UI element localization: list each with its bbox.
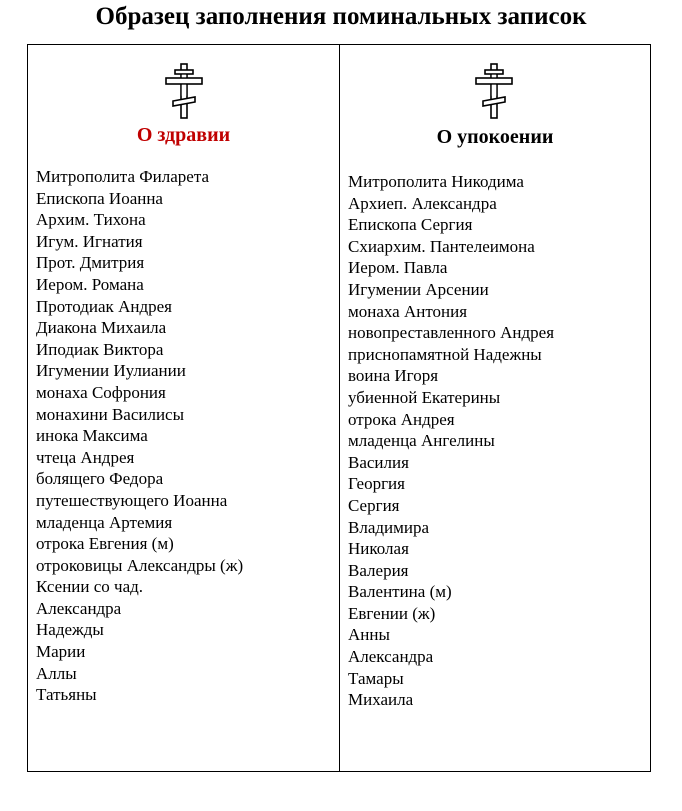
name-entry: Владимира [348, 517, 430, 537]
name-entry: Сергия [348, 495, 400, 515]
name-entry: Игумении Иулиании [36, 361, 186, 381]
name-entry: Георгия [348, 474, 405, 494]
column-divider [339, 45, 340, 771]
name-entry: инока Максима [36, 426, 148, 446]
name-entry: Александра [36, 598, 122, 618]
name-entry: Михаила [348, 690, 414, 710]
name-entry: монаха Антония [348, 301, 468, 321]
name-entry: Валерия [348, 560, 409, 580]
name-entry: Евгении (ж) [348, 603, 436, 623]
name-entry: Епископа Иоанна [36, 188, 163, 208]
name-entry: чтеца Андрея [36, 447, 135, 467]
name-entry: Митрополита Филарета [36, 167, 210, 186]
name-entry: Татьяны [36, 685, 97, 705]
name-entry: убиенной Екатерины [348, 387, 501, 407]
name-entry: Иером. Павла [348, 258, 448, 278]
name-entry: Валентина (м) [348, 582, 452, 602]
name-entry: Архим. Тихона [36, 210, 146, 230]
orthodox-cross-icon [164, 63, 204, 119]
name-entry: младенца Артемия [36, 512, 173, 532]
page-title: Образец заполнения поминальных записок [95, 3, 587, 30]
name-entry: Прот. Дмитрия [36, 253, 145, 273]
name-entry: Протодиак Андрея [36, 296, 172, 316]
name-entry: отрока Евгения (м) [36, 534, 174, 554]
name-entry: Александра [348, 647, 434, 667]
name-entry: Игум. Игнатия [36, 231, 143, 251]
name-entry: Иером. Романа [36, 274, 144, 294]
name-entry: Епископа Сергия [348, 215, 473, 235]
name-entry: Анны [348, 625, 390, 645]
name-entry: Аллы [36, 663, 77, 683]
name-entry: воина Игоря [348, 366, 439, 386]
name-entry: Митрополита Никодима [348, 172, 524, 191]
name-entry: путешествующего Иоанна [36, 490, 228, 510]
repose-column-heading: О упокоении [436, 126, 554, 148]
name-entry: монаха Софрония [36, 382, 166, 402]
name-entry: болящего Федора [36, 469, 164, 489]
name-entry: Иподиак Виктора [36, 339, 164, 359]
name-entry: Николая [348, 539, 409, 559]
name-entry: отроковицы Александры (ж) [36, 555, 244, 575]
name-entry: Марии [36, 642, 86, 662]
name-entry: приснопамятной Надежны [348, 344, 542, 364]
name-entry: Диакона Михаила [36, 318, 167, 338]
name-entry: Ксении со чад. [36, 577, 144, 597]
repose-names-list [348, 171, 554, 711]
orthodox-cross-icon [474, 63, 514, 119]
name-entry: монахини Василисы [36, 404, 185, 424]
name-entry: Архиеп. Александра [348, 193, 497, 213]
name-entry: Тамары [348, 668, 404, 688]
name-entry: новопреставленного Андрея [348, 323, 555, 343]
name-entry: Схиархим. Пантелеимона [348, 236, 535, 256]
name-entry: младенца Ангелины [348, 431, 495, 451]
health-names-list [36, 166, 243, 706]
name-entry: отрока Андрея [348, 409, 455, 429]
health-column-heading: О здравии [136, 124, 231, 146]
name-entry: Игумении Арсении [348, 279, 489, 299]
name-entry: Василия [348, 452, 409, 472]
name-entry: Надежды [36, 620, 104, 640]
memorial-notes-table [27, 44, 651, 772]
